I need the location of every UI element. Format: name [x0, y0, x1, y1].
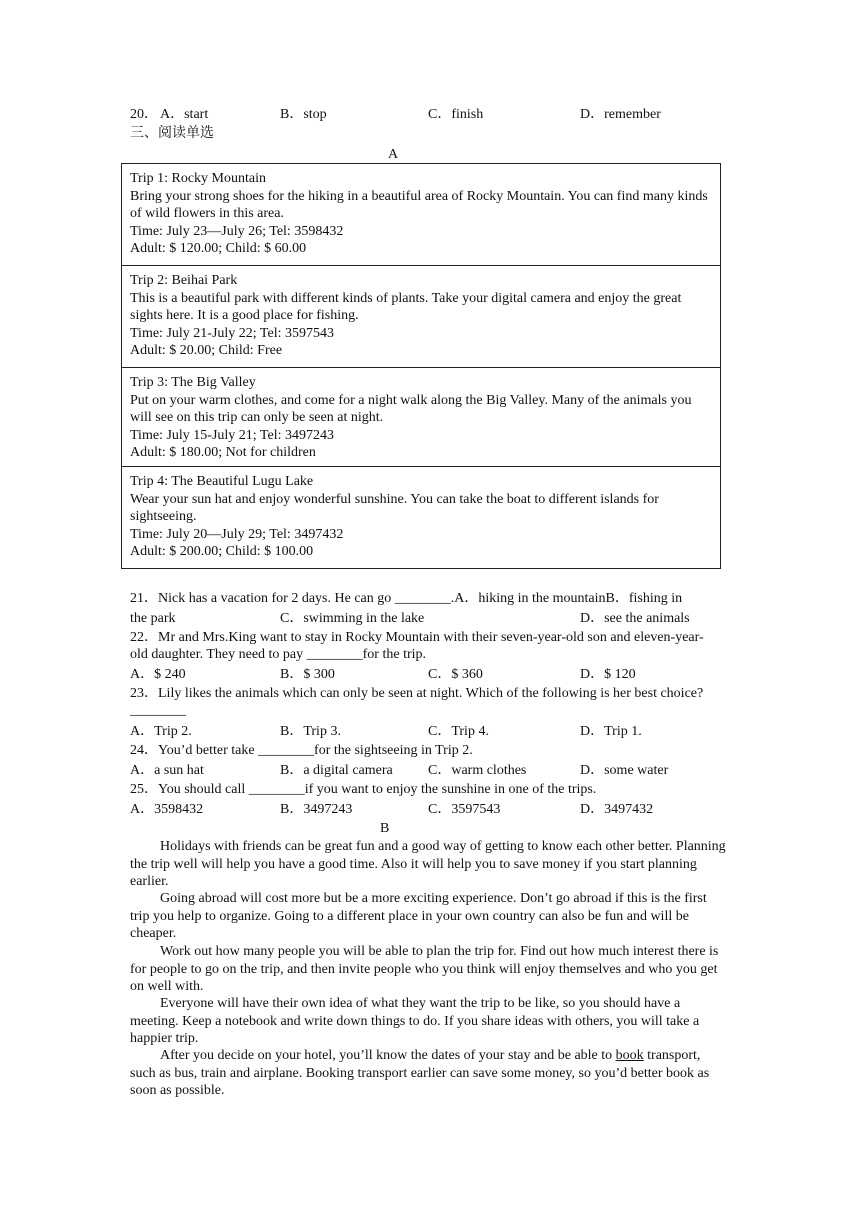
q25-option-a: A．3598432 [130, 802, 204, 817]
trip-title: Trip 3: The Big Valley [130, 375, 256, 390]
q21-option-d: D．see the animals [580, 611, 690, 626]
q22-option-d: D．$ 120 [580, 667, 636, 682]
q21-question: 21．Nick has a vacation for 2 days. He can go ________.A．hiking in the mountainB．fishing in [130, 591, 683, 606]
trip-title: Trip 4: The Beautiful Lugu Lake [130, 474, 314, 489]
trip-title: Trip 2: Beihai Park [130, 273, 238, 288]
q23-question: 23．Lily likes the animals which can only be seen at night. Which of the following is her best choice? ________ [130, 686, 704, 718]
q23-option-a: A．Trip 2. [130, 724, 192, 739]
q21-continuation: the park [130, 611, 176, 626]
trip-description: Bring your strong shoes for the hiking in a beautiful area of Rocky Mountain. You can find many kinds of wild flowers in this area. [130, 188, 708, 221]
trip-2 [122, 265, 720, 367]
trip-price: Adult: $ 20.00; Child: Free [130, 343, 283, 358]
q23-options [130, 723, 750, 741]
q22-option-c: C．$ 360 [428, 667, 483, 682]
trip-price: Adult: $ 180.00; Not for children [130, 445, 316, 460]
paragraph-text: transport, such as bus, train and airplane. Booking transport earlier can save some money, so you’d better book as soon as possible. [130, 1048, 710, 1098]
q20-option-c: C．finish [428, 107, 484, 122]
passage-a-label: A [388, 147, 399, 162]
q24-option-c: C．warm clothes [428, 763, 527, 778]
q23-option-c: C．Trip 4. [428, 724, 489, 739]
trip-description: This is a beautiful park with different kinds of plants. Take your digital camera and enjoy the great sights here. It is a good place for fishing. [130, 290, 682, 323]
trips-table [121, 163, 721, 569]
q22-options [130, 666, 750, 684]
q25-options [130, 801, 750, 819]
q20-option-a: A．start [160, 107, 209, 122]
q22-option-a: A．$ 240 [130, 667, 186, 682]
q24-options [130, 762, 750, 780]
passage-b-paragraph-last [130, 1047, 728, 1100]
q24-option-d: D．some water [580, 763, 669, 778]
paragraph-text: After you decide on your hotel, you’ll know the dates of your stay and be able to [160, 1048, 616, 1063]
trip-description: Wear your sun hat and enjoy wonderful sunshine. You can take the boat to different islands for sightseeing. [130, 491, 659, 524]
passage-b-paragraph: Everyone will have their own idea of what they want the trip to be like, so you should have a meeting. Keep a notebook and write down things to do. If you share ideas with others, you will take a happier trip. [130, 996, 700, 1046]
passage-b-paragraph: Work out how many people you will be able to plan the trip for. Find out how much interest there is for people to go on the trip, and then invite people who you think will enjoy themselves and who you get on well with. [130, 944, 719, 994]
q22-option-b: B．$ 300 [280, 667, 335, 682]
q24-question: 24．You’d better take ________for the sightseeing in Trip 2. [130, 743, 473, 758]
trip-1 [122, 164, 720, 265]
passage-b-paragraph: Holidays with friends can be great fun and a good way of getting to know each other better. Planning the trip well will help you have a good time. Also it will help you to save money if you start planning earlier. [130, 839, 726, 889]
q23-option-d: D．Trip 1. [580, 724, 642, 739]
trip-4 [122, 466, 720, 568]
q21-options [130, 610, 750, 628]
trip-description: Put on your warm clothes, and come for a night walk along the Big Valley. Many of the animals you will see on this trip can only be seen at night. [130, 392, 692, 425]
q22-question: 22．Mr and Mrs.King want to stay in Rocky Mountain with their seven-year-old son and eleven-year-old daughter. They need to pay ________for the trip. [130, 630, 704, 662]
trip-time: Time: July 20—July 29; Tel: 3497432 [130, 526, 344, 542]
trip-3 [122, 367, 720, 466]
trip-time: Time: July 23—July 26; Tel: 3598432 [130, 223, 344, 239]
trip-time: Time: July 15-July 21; Tel: 3497243 [130, 427, 334, 443]
q24-option-a: A．a sun hat [130, 763, 204, 778]
q24-option-b: B．a digital camera [280, 763, 393, 778]
q21-option-c: C．swimming in the lake [280, 611, 425, 626]
q20-options [130, 106, 750, 124]
trip-title: Trip 1: Rocky Mountain [130, 171, 266, 186]
trip-price: Adult: $ 120.00; Child: $ 60.00 [130, 241, 307, 256]
q25-option-d: D．3497432 [580, 802, 654, 817]
section-title: 三、阅读单选 [130, 126, 214, 141]
passage-b-label: B [380, 821, 390, 836]
passage-b-paragraph: Going abroad will cost more but be a more exciting experience. Don’t go abroad if this is the first trip you help to organize. Going to a different place in your own country can also be fun and will be cheaper. [130, 891, 707, 941]
q20-option-d: D．remember [580, 107, 661, 122]
q25-question: 25．You should call ________if you want to enjoy the sunshine in one of the trips. [130, 782, 597, 797]
underlined-word: book [615, 1048, 644, 1063]
trip-price: Adult: $ 200.00; Child: $ 100.00 [130, 544, 314, 559]
q25-option-c: C．3597543 [428, 802, 501, 817]
q20-option-b: B．stop [280, 107, 327, 122]
q23-option-b: B．Trip 3. [280, 724, 341, 739]
q25-option-b: B．3497243 [280, 802, 353, 817]
q20-number: 20． [130, 107, 158, 122]
trip-time: Time: July 21-July 22; Tel: 3597543 [130, 325, 334, 341]
